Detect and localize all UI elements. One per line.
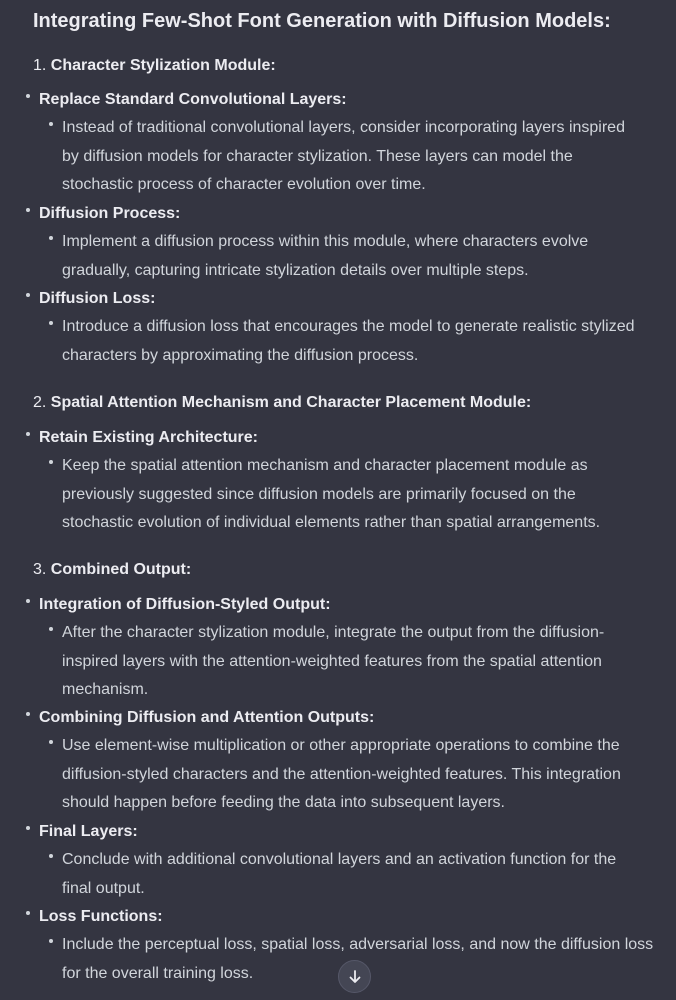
section-number: 2. — [33, 394, 47, 411]
text-line: Use element-wise multiplication or other appropriate operations to combine the — [62, 737, 620, 754]
bullet-text — [62, 452, 600, 538]
text-line: After the character stylization module, integrate the output from the diffusion- — [62, 624, 605, 641]
text-line: gradually, capturing intricate stylization details over multiple steps. — [62, 261, 529, 279]
bullet-text — [62, 228, 588, 285]
text-line: Instead of traditional convolutional layers, consider incorporating layers inspired — [62, 119, 625, 136]
text-line: stochastic process of character evolution over time. — [62, 176, 426, 193]
text-line: previously suggested since diffusion models are primarily focused on the — [62, 485, 576, 503]
bullet-text — [62, 313, 634, 370]
bullet-title: Diffusion Loss: — [39, 285, 155, 313]
bullet-text — [62, 619, 604, 705]
text-line: mechanism. — [62, 681, 149, 698]
bullet-title: Diffusion Process: — [39, 200, 180, 228]
arrow-down-icon — [347, 969, 363, 985]
section-heading-1 — [33, 52, 276, 80]
bullet-title: Replace Standard Convolutional Layers: — [39, 86, 347, 114]
section-heading-3 — [33, 556, 191, 584]
text-line: characters by approximating the diffusion process. — [62, 346, 419, 364]
text-line: should happen before feeding the data into subsequent layers. — [62, 794, 505, 811]
text-line: stochastic evolution of individual elements rather than spatial arrangements. — [62, 514, 601, 531]
section-title: Character Stylization Module: — [50, 57, 276, 74]
text-line: inspired layers with the attention-weighted features from the spatial attention — [62, 652, 602, 670]
text-line: Implement a diffusion process within this module, where characters evolve — [62, 233, 589, 250]
bullet-text — [62, 114, 625, 200]
text-line: for the overall training loss. — [62, 964, 254, 982]
text-line: by diffusion models for character stylization. These layers can model the — [62, 147, 573, 165]
text-line: Introduce a diffusion loss that encourages the model to generate realistic stylized — [62, 318, 635, 335]
bullet-text — [62, 732, 621, 818]
text-line: Keep the spatial attention mechanism and character placement module as — [62, 457, 588, 474]
bullet-title: Final Layers: — [39, 818, 138, 846]
scroll-to-bottom-button[interactable] — [338, 960, 371, 993]
bullet-title: Combining Diffusion and Attention Outputs: — [39, 704, 374, 732]
bullet-title: Retain Existing Architecture: — [39, 424, 258, 452]
text-line: Include the perceptual loss, spatial loss, adversarial loss, and now the diffusion loss — [62, 936, 654, 953]
bullet-title: Loss Functions: — [39, 903, 163, 931]
section-title: Spatial Attention Mechanism and Character Placement Module: — [50, 394, 532, 411]
section-title: Combined Output: — [50, 561, 192, 578]
bullet-title: Integration of Diffusion-Styled Output: — [39, 591, 331, 619]
bullet-text — [62, 846, 616, 903]
response-title: Integrating Few-Shot Font Generation with Diffusion Models: — [33, 10, 611, 32]
text-line: diffusion-styled characters and the attention-weighted features. This integration — [62, 765, 621, 783]
text-line: Conclude with additional convolutional layers and an activation function for the — [62, 851, 617, 868]
section-heading-2 — [33, 389, 531, 417]
text-line: final output. — [62, 879, 145, 897]
section-number: 3. — [33, 561, 47, 578]
section-number: 1. — [33, 57, 47, 74]
